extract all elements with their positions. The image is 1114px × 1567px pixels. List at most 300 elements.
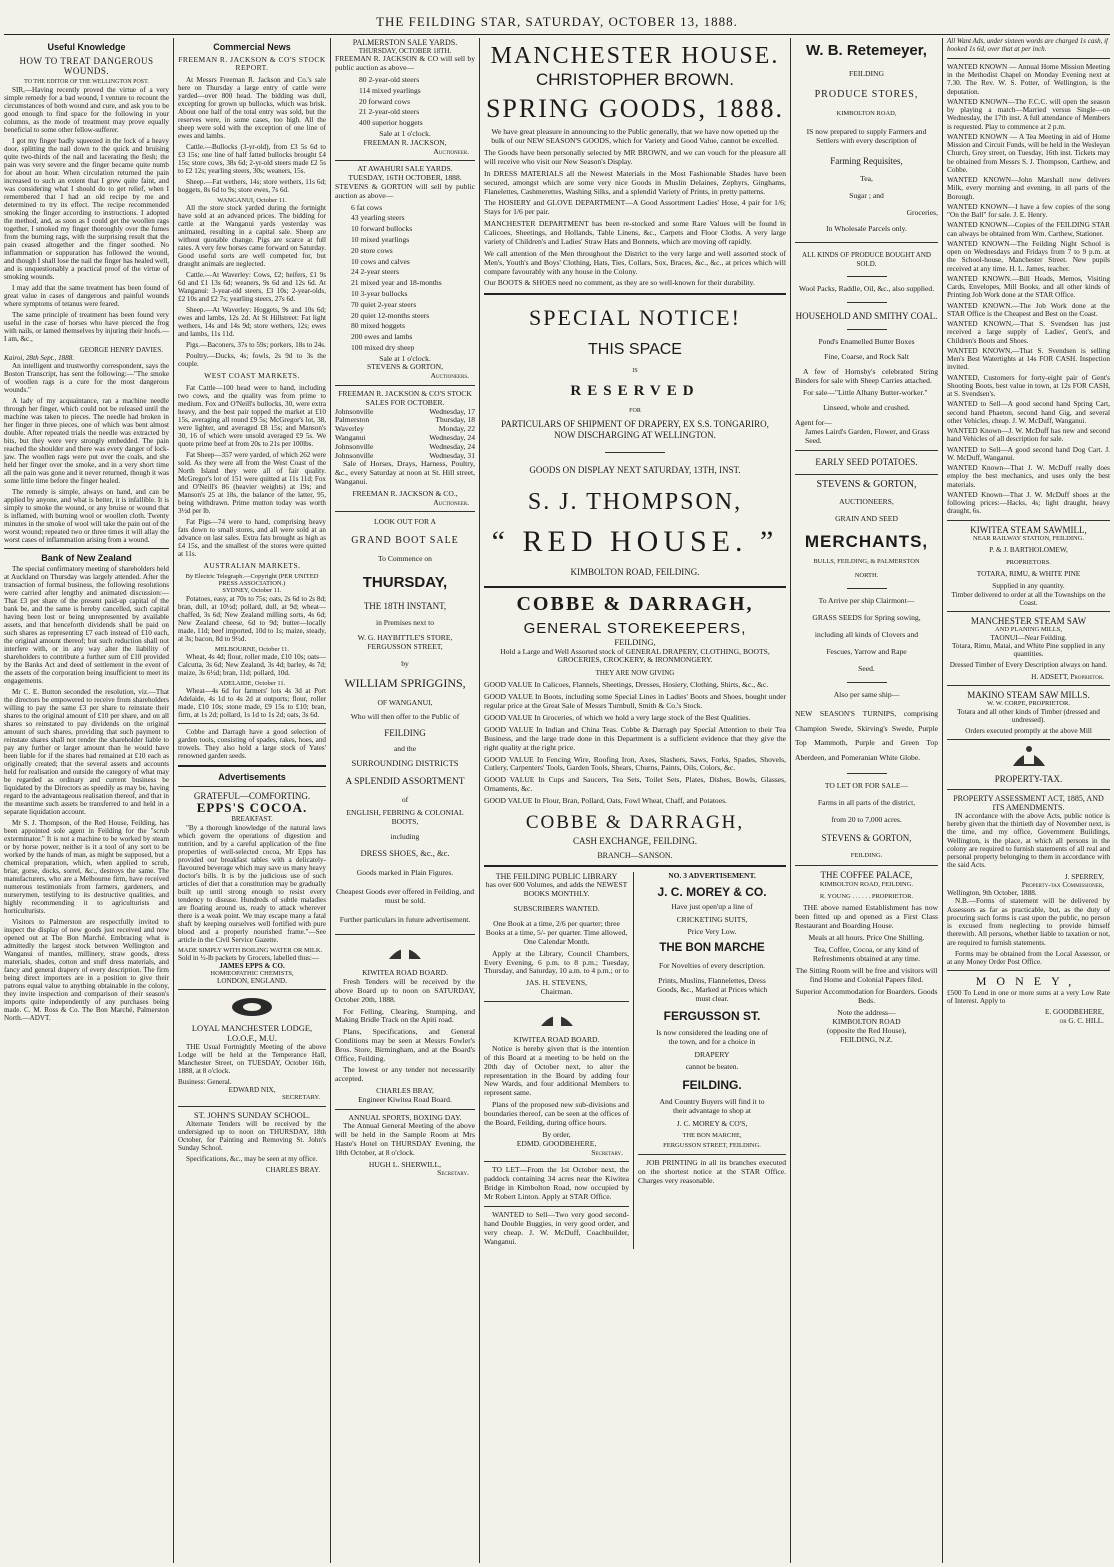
ad-signature: Secretary. — [591, 1147, 624, 1157]
classified-ad: WANTED KNOWN — A Tea Meeting in aid of Home Mission and Circuit Funds, will be held in the Wesleyan Church, Grey street, on Tuesday, 16th inst. Tickets may be obtained from Messrs S. J. Thompson, Carthew, and Cobbe. — [947, 132, 1110, 174]
ad-text: NEAR RAILWAY STATION, FEILDING. — [973, 534, 1084, 542]
ad-signature: JAS. H. STEVENS, — [526, 978, 588, 988]
divider — [335, 511, 475, 512]
ad-body: Plans, Specifications, and General Conditions may be seen at Messrs Fowler's Bros. Store, Birmingham, and at the Board's Office, Feilding. — [335, 1027, 475, 1063]
ad-text: P. & J. BARTHOLOMEW, — [989, 546, 1068, 555]
classified-ad: WANTED KNOWN,—That S. Svendsen is selling Men's Best Watertights at 14s FOR CASH. Inspection invited. — [947, 346, 1110, 372]
ad-signature: STEVENS & GORTON, — [367, 362, 443, 372]
classified-ad: WANTED, Customers for forty-eight pair of Gent's Shooting Boots, best value in town, at 12s FOR CASH, at S. Svendsen's. — [947, 373, 1110, 399]
ad-text: For Novelties of every description. — [658, 960, 766, 970]
ad-body: Meals at all hours. Price One Shilling. — [808, 933, 925, 943]
ad-signature: Wellington, 9th October, 1888. — [947, 889, 1037, 898]
ad-signature: H. ADSETT, Proprietor. — [1031, 672, 1104, 681]
divider — [484, 293, 786, 295]
ad-subtitle: THIS SPACE — [588, 341, 682, 359]
article-paragraph: Sheep.—At Waverley: Hoggets, 9s and 10s 6d; ewes and lambs, 12s 2d. At St Hillstreet: Fat light wethers, 14s and 14s 9d; store wethers, 12s; ewes and lambs, 11s 11d. — [178, 306, 326, 339]
ad-heading: GRATEFUL—COMFORTING. — [193, 791, 311, 802]
list-item: 100 mixed dry sheep — [351, 342, 415, 352]
ad-signature: FEILDING. — [850, 851, 883, 859]
article-paragraph: Fat Sheep—357 were yarded, of which 262 were sold. As they were all from the West Coast of the North Island they were all of fair quality. McGregor's lot of 151 were quitted at 11s 11d; Fox and O'Neill's 86 (heavier weights) at 19s; and Manson's 25 at 18s, the balance of the latter, 95, being withdrawn. Prime mutton today was worth 3½d per lb. — [178, 450, 326, 515]
ad-body: Sale at 1 o'clock. — [379, 128, 431, 138]
ad-firm: HOMŒOPATHIC CHEMISTS, — [210, 970, 294, 978]
ad-signature: CHARLES BRAY. — [265, 1166, 320, 1175]
article-credit: By Electric Telegraph.—Copyright (PER UNITED PRESS ASSOCIATION.) — [185, 572, 319, 588]
ad-text: AUCTIONEERS, — [839, 497, 894, 507]
ad-title: COBBE & DARRAGH, — [525, 811, 745, 833]
article-paragraph: SIR,—Having recently proved the virtue of a very simple remedy for a bad wound, I venture to recount the circumstances of both wound and cure, and ask you to be good enough to find space for the following in your columns, as the mode of treatment may prove equally beneficial to some other fellow-sufferer. — [4, 85, 169, 134]
bottom-left-ads — [484, 872, 634, 1249]
divider — [178, 1106, 326, 1107]
ad-text: Linseed, whole and crushed. — [823, 403, 910, 413]
ad-title: MANCHESTER STEAM SAW — [970, 616, 1087, 626]
classified-ad: WANTED to Sell—A good second hand Dog Cart. J. W. McDuff, Wanganui. — [947, 445, 1110, 462]
ad-text: GOODS ON DISPLAY NEXT SATURDAY, 13TH, INST. — [529, 465, 741, 476]
article-paragraph: Wheat, 4s 4d; flour, roller made, £10 10s; oats—Calcutta, 3s 6d; New Zealand, 3s 4d; barley, 4s 7d; maize, 3s 6½d; bran, 11d; pollard, 10d. — [178, 652, 326, 677]
ad-body: GOOD VALUE In Cups and Saucers, Tea Sets, Toilet Sets, Plates, Dishes, Bowls, Glasses, Ornaments, &c. — [484, 775, 786, 794]
ad-dateline: TUESDAY, 16TH OCTOBER, 1888. — [348, 173, 462, 183]
ad-text: BRANCH—SANSON. — [597, 850, 673, 860]
classified-ad: WANTED KNOWN.—The Job Work done at the STAR Office is the Cheapest and Best on the Coast. — [947, 301, 1110, 318]
ad-text: Farms in all parts of the district, — [817, 798, 916, 808]
ad-heading: THE FEILDING PUBLIC LIBRARY — [495, 872, 618, 882]
ad-text: Prints, Muslins, Flannelettes, Dress Goods, &c., Marked at Prices which must clear. — [656, 975, 768, 1003]
ad-text: Further particulars in future advertisement. — [339, 914, 471, 924]
classified-ad: WANTED Known—J. W. McDuff has new and second hand Vehicles of all description for sale. — [947, 427, 1110, 444]
ad-body: Our BOOTS & SHOES need no comment, as they are so well-known for their durability. — [484, 278, 755, 288]
ad-title: PROPERTY-TAX. — [994, 774, 1063, 785]
ad-title: SPECIAL NOTICE! — [529, 305, 741, 331]
ad-text: Supplied in any quantity. — [992, 582, 1065, 591]
ad-text: Seed. — [858, 663, 875, 673]
sale-list — [335, 76, 475, 128]
ad-text: Also per same ship— — [833, 689, 900, 699]
ad-text: W. G. HAYBITTLE'S STORE, FERGUSSON STREET, — [357, 633, 453, 652]
ad-signature: HUGH L. SHERWILL, — [368, 1159, 442, 1169]
ad-signature: Secretary. — [437, 1168, 469, 1178]
ad-text: Groceries, — [906, 207, 938, 217]
schedule-place: Waverley — [335, 424, 364, 434]
ad-signature: Chairman. — [540, 987, 573, 997]
ad-text: FOR — [629, 408, 641, 415]
divider — [178, 765, 326, 767]
article-paragraph: I got my finger badly squeezed in the lock of a heavy door, splitting the nail down to the quick and bruising quite two-thirds of the nail and lacerating the flesh; the pain was very severe and the finger became quite numb for about an hour. When circulation returned the pain increased to such an extent that I grew quite faint, and was considering what I should do to get relief, when I remembered that I had an old recipe by me and determined to try its effect. The recipe recommended smoking the finger according to instructions. I adopted the method, and, as soon as I could get the woollen rags together, I smoked my finger thoroughly over the fumes from the burning rags, with the surprising result that the pain ceased altogether and the finger soothed. No inflammation or suppuration has followed the wound, and though I shall lose the nail the finger has healed well, and is unquestionably a practical proof of the virtue of smoking wounds. — [4, 136, 169, 281]
bottom-ads — [484, 872, 786, 1249]
ad-text: Fescues, Yarrow and Rape — [826, 646, 907, 656]
article-paragraph: Poultry.—Ducks, 4s; fowls, 2s 9d to 3s the couple. — [178, 352, 326, 369]
list-item: 21 mixed year and 18-months — [351, 278, 442, 288]
ad-body: Notice is hereby given that is the intention of this Board at a meeting to be held on the 20th day of October next, to alter the representation in the Board by adding four New Wards, and four additional Members to represent same. — [484, 1043, 630, 1098]
article-paragraph: I may add that the same treatment has been found of great value in cases of dangerous and painful wounds where symptoms of tetanus were feared. — [4, 283, 169, 308]
column-3 — [331, 38, 479, 1563]
list-item: 43 yearling steers — [351, 213, 405, 223]
ad-text: and the — [393, 743, 417, 753]
ad-text: FEILDING — [848, 68, 884, 78]
ad-text: CASH EXCHANGE, FEILDING. — [573, 836, 697, 847]
ad-body: GOOD VALUE In Boots, including some Special Lines in Ladies' Boots and Shoes, bought under regular price at the Great Sale of Messrs Turnbull, Smith & Co.'s Stock. — [484, 692, 786, 711]
ad-signature: Auctioneer. — [433, 146, 469, 156]
ad-text: SUBSCRIBERS WANTED. — [513, 904, 600, 914]
ad-text: FEILDING — [384, 728, 426, 739]
ad-body: GOOD VALUE In Indian and China Teas. Cobbe & Darragh pay Special Attention to their Tea Business, and the large trade done in this Department is a sufficient evidence that they give the right quality at the right price. — [484, 724, 786, 752]
ad-text: Who will then offer to the Public of — [350, 712, 460, 722]
divider — [638, 1154, 786, 1155]
ad-title: WILLIAM SPRIGGINS, — [344, 675, 466, 690]
ad-body: GOOD VALUE In Fencing Wire, Roofing Iron, Axes, Slashers, Saws, Forks, Spades, Shovels, Cutlery, Carpenters' Tools, Garden Tools, Shears, Churns, Paints, Oils, Colors, &c. — [484, 754, 786, 773]
ad-signature: STEVENS & GORTON, — [821, 833, 912, 843]
divider — [847, 588, 887, 589]
divider — [847, 302, 887, 303]
ad-text: DRESS SHOES, &c., &c. — [360, 848, 450, 859]
list-item: 400 superior hoggets — [359, 118, 423, 128]
ad-signature: E. GOODBEHERE, — [1044, 1008, 1104, 1017]
divider — [795, 450, 938, 451]
schedule-day: Wednesday, 24 — [429, 441, 475, 451]
ad-heading: FREEMAN R. JACKSON & CO'S STOCK SALES FOR OCTOBER. — [338, 389, 472, 407]
divider — [795, 474, 938, 475]
list-item: 21 2-year-old steers — [359, 107, 420, 117]
ad-body: Specifications, &c., may be seen at my office. — [186, 1155, 318, 1164]
ad-title: “ RED HOUSE. ” — [491, 525, 779, 559]
article-paragraph: Wheat—4s 6d for farmers' lots 4s 3d at Port Adelaide, 4s 1d to 4s 2d at outports; flour, roller made, £10 10s; stone made, £9 15s to £10; bran, firm, at 1s 2d; pollard, 1s 1d to 1s 2d; oats, 3s 6d. — [178, 687, 326, 720]
article-paragraph: Visitors to Palmerston are respectfully invited to inspect the display of new goods just received and now opened out at The Bon Marché. Embracing what is admittedly the largest stock between Wellington and Wanganui of mantles, millinery, straw goods, dress materials, shades, cotton and stuff dress materials, and fancy and general drapery of every description. The firm being direct importers are in a position to give their patrons equal value to anything obtainable in the colony, they invite inspection and comparison of their season's imports quite independently of any purchases being made. C. M. Ross & Co. The Bon Marché, Palmerston North.—ADVT. — [4, 918, 169, 1023]
classified-ad: WANTED to Sell—A good second hand Spring Cart, second hand Phaeton, second hand Gig, and several other Vehicles, cheap. J. W. McDuff, Wanganui. — [947, 400, 1110, 425]
ad-subtitle: CHRISTOPHER BROWN. — [535, 70, 735, 90]
ad-text: FEILDING, — [614, 636, 656, 647]
divider — [947, 685, 1110, 686]
ad-text: FEILDING, N.Z. — [840, 1034, 893, 1044]
ad-body: TO LET—From the 1st October next, the paddock containing 34 acres near the Kiwitea Bridge in Kimbolton Road, now occupied by Mr Robert Linton. Apply at STAR Office. — [484, 1165, 630, 1202]
ad-body: Timber delivered to order at all the Townships on the Coast. — [951, 590, 1106, 607]
ad-body: £500 To Lend in one or more sums at a very Low Rate of Interest. Apply to — [947, 988, 1110, 1006]
divider — [335, 160, 475, 161]
ad-body: A few of Hornsby's celebrated String Binders for sale with Sheep Carries attached. — [795, 367, 938, 386]
ad-text: ENGLISH, FEBRING & COLONIAL BOOTS, — [346, 808, 464, 826]
classified-ad: WANTED KNOWN—Copies of the FEILDING STAR can always be obtained from Wm. Carthew, Stationer. — [947, 221, 1110, 238]
ad-title: MAKINO STEAM SAW MILLS. — [967, 689, 1090, 700]
classified-ad: WANTED KNOWN,—That S. Svendsen has just received a large supply of Ladies', Gent's, and Children's Boots and Shoes. — [947, 320, 1110, 345]
ad-dateline: THURSDAY, OCTOBER 18TH. — [358, 47, 452, 56]
ad-body: "By a thorough knowledge of the natural laws which govern the operations of digestion and nutrition, and by a careful application of the fine properties of well-selected cocoa, Mr Epps has provided our breakfast tables with a delicately-flavoured beverage which may save us many heavy doctor's bills. It is by the judicious use of such articles of diet that a constitution may be gradually built up until strong enough to resist every tendency to disease. Hundreds of subtle maladies are floating around us, ready to attack wherever there is a weak point. We may escape many a fatal shaft by keeping ourselves well fortified with pure blood and a properly nourished frame."—See article in the Civil Service Gazette. — [178, 823, 326, 944]
ad-text: DRAPERY — [694, 1050, 730, 1060]
divider — [335, 1109, 475, 1110]
ad-body: Totara, Rimu, Matai, and White Pine supplied in any quantities. — [952, 641, 1105, 659]
ad-text: And Country Buyers will find it to their advantage to shop at — [659, 1096, 765, 1115]
ad-subtitle: GENERAL STOREKEEPERS, — [523, 620, 747, 638]
list-item: 24 2-year steers — [351, 267, 400, 277]
ad-text: PARTICULARS OF SHIPMENT OF DRAPERY, EX S.S. TONGARIRO, NOW DISCHARGING AT WELLINGTON. — [501, 419, 769, 440]
divider — [484, 1001, 629, 1002]
article-paragraph: Fat Cattle—100 head were to hand, including two cows, and the quality was from prime to medium. Fox and O'Neill's bullocks, 30, were extra heavy, and the best pair topped the market at £10 15s, averaging all round £9 5s; McGregor's lot, 38, were lighter, and averaged £8 15s; and Manson's 30, 16 of which were unsold averaged £9 5s. We quote prime beef at from 20s to 21s per 100lbs. — [178, 383, 326, 448]
masthead-rule — [4, 34, 1110, 35]
section-heading: Advertisements — [218, 772, 286, 783]
ad-body: NEW SEASON'S TURNIPS, comprising Champion Swede, Skirving's Swede, Purple Top Mammoth, Purple and Green Top Aberdeen, and Pomeranian White Globe. — [795, 709, 938, 762]
ad-text: including all kinds of Clovers and — [814, 629, 919, 639]
ad-body: Business: General. — [178, 1078, 232, 1087]
article-paragraph: Cattle.—Bullocks (3-yr-old), from £3 5s 6d to £3 15s; one line of half fatted bullocks brought £4 15s; store cows, 38s 6d; 2-yr-old steers made £2 5s to £2 12s; yearling steers, 30s; weaners, 15s. — [178, 142, 326, 175]
ad-signature: J. SPERREY, — [1064, 872, 1104, 881]
ad-text: in Premises next to — [375, 618, 434, 628]
ad-body: One Book at a time, 2/6 per quarter; three Books at a time, 5/- per quarter. Time allowed, One Calendar Month. — [485, 919, 628, 946]
divider — [178, 786, 326, 787]
ad-title: EPPS'S COCOA. — [196, 800, 308, 816]
ad-text: Agent for— — [795, 418, 832, 428]
ad-signature: FREEMAN R. JACKSON, — [363, 137, 447, 147]
ad-body: FREEMAN R. JACKSON & CO will sell by public auction as above— — [335, 54, 475, 73]
ad-text: THE 18TH INSTANT, — [363, 601, 447, 612]
ad-text: R. YOUNG . . . . . . PROPRIETOR. — [819, 892, 914, 900]
ad-text: Sugar ; and — [849, 190, 884, 200]
schedule-day: Wednesday, 31 — [429, 450, 475, 460]
ad-body: We have great pleasure in announcing to the Public generally, that we have now opened up the bulk of our NEW SEASON'S GOODS, which for Variety and Good Value, cannot be excelled. — [491, 127, 779, 146]
ad-heading: KIWITEA ROAD BOARD. — [362, 968, 448, 978]
divider — [178, 989, 326, 990]
classified-ad: WANTED KNOWN.—Bill Heads, Memos, Visiting Cards, Envelopes, Mill Books, and all other kinds of Printing Job Work done at the STAR Office. — [947, 274, 1110, 300]
ad-title: SPRING GOODS, 1888. — [485, 93, 785, 123]
section-heading: Bank of New Zealand — [41, 552, 132, 563]
ad-body: JOB PRINTING in all its branches executed on the shortest notice at the STAR Office. Charges very reasonable. — [638, 1157, 786, 1185]
ad-signature: Auctioneer. — [433, 497, 469, 507]
ad-title: FEILDING. — [682, 1077, 742, 1092]
ad-text: BULLS, FEILDING, & PALMERSTON — [813, 558, 920, 566]
ad-text: CRICKETING SUITS, — [676, 914, 748, 924]
classified-ad: WANTED KNOWN—John Marshall now delivers Milk, every morning and evening, in all parts of the Borough. — [947, 176, 1110, 201]
ad-body: IN accordance with the above Acts, public notice is hereby given that the thirtieth day of November next, is the time, and my office, Government Buildings, Wellington, is the place, at which all persons in the colony are required to furnish statements of all real and personal property belonging to them in accordance with the said Acts. — [947, 811, 1110, 870]
list-item: 70 quiet 2-year steers — [351, 299, 417, 309]
list-item: 80 mixed hoggets — [351, 321, 405, 331]
article-paragraph: A lady of my acquaintance, ran a machine needle through her finger, which could not be released until the machine was taken to pieces. The needle had broken in her finger in three pieces, one of which was bent almost double. After repeated trials the needle was extracted by bits, but they were very strongly embedded. The pain reached the shoulder and there was every danger of lock-jaw. The woollen rags were put over the coals, and she held her finger over the smoke, and in a very short time all the pain was gone and it never returned, though it was some little time before the finger healed. — [4, 396, 169, 485]
list-item: 20 store cows — [351, 245, 393, 255]
schedule-day: Wednesday, 24 — [429, 433, 475, 443]
ad-text: To Commence on — [378, 553, 432, 563]
article-paragraph: Mr C. E. Button seconded the resolution, viz.—That the directors be empowered to receive from shareholders willing to pay the same £3 per share to reinstate their shares to the original amount of £10 per share, and on all shares so reinstated to pay dividends on the original amount of such shares, providing that such payment to reinstate shares shall not render the shareholder liable to pay any further or larger amount than he would have been liable for if the shares had remained at £10 each as originally created; that the several assets and accounts held for realisation and outside the category of what may be regarded as ordinary and current business be liquidated by the Directors as speedily as may be, having regard to the advantageous realisation thereof, and that in the meantime such assets be transferred to and held in a separate liquidation account. — [4, 688, 169, 817]
schedule-day: Monday, 22 — [438, 424, 475, 434]
schedule-place: Johnsonville — [335, 450, 374, 460]
ad-body: GOOD VALUE In Groceries, of which we hold a very large stock of the Best Qualities. — [484, 713, 751, 723]
classified-ad: WANTED KNOWN — Annual Home Mission Meeting in the Methodist Chapel on Monday Evening next at 7.30. The Rev. W. S. Potter, of Wellington, is the deputation. — [947, 62, 1110, 96]
ad-body: MADE SIMPLY WITH BOILING WATER OR MILK. — [178, 946, 323, 954]
ad-body: Sale at 1 o'clock. — [379, 353, 431, 363]
ad-text: THE BON MARCHE, — [682, 1131, 742, 1139]
ad-body: Sale of Horses, Drays, Harness, Poultry, &c., every Saturday at noon at St. Hill street, Wanganui. — [335, 459, 475, 487]
divider — [847, 773, 887, 774]
divider — [484, 1161, 629, 1162]
divider — [335, 385, 475, 386]
ad-body: The Goods have been personally selected by MR BROWN, and we can vouch for the pleasure all will receive who visit our New Season's Display. — [484, 148, 786, 166]
ad-text: including — [390, 831, 420, 841]
ad-tag: NO. 3 ADVERTISEMENT. — [668, 871, 756, 881]
article-dateline: WANGANUI, October 11. — [217, 196, 287, 204]
article-dateline: ADELAIDE, October 11. — [218, 679, 286, 687]
schedule-place: Wanganui — [335, 433, 366, 443]
ad-text: Cheapest Goods ever offered in Feilding, and must be sold. — [336, 887, 474, 905]
ad-text: KIMBOLTON ROAD, FEILDING. — [570, 567, 700, 578]
article-dateline: Kairoi, 28th Sept., 1888. — [4, 353, 75, 362]
ad-text: J. C. MOREY & CO'S, — [676, 1118, 748, 1128]
ad-body: N.B.—Forms of statement will be delivered by Assessors as far as practicable, but, as the duty of procuring such forms is cast upon the public, no person is excused from neglecting to provide himself therewith. All persons, whether liable to taxation or not, are required to furnish statements. — [947, 897, 1110, 947]
sale-schedule — [335, 408, 475, 461]
classified-ad: WANTED Known—That J. W. McDuff shoes at the following prices:—Hacks, 4s; light draught, heavy draught, 6s. — [947, 490, 1110, 516]
ad-text: NORTH. — [854, 572, 879, 580]
ad-text: James Laird's Garden, Flower, and Grass Seed. — [805, 427, 930, 446]
ad-heading: ST. JOHN'S SUNDAY SCHOOL. — [193, 1109, 311, 1120]
ad-body: THE above named Establishment has now been fitted up and opened as a First Class Restaurant and Boarding House. — [795, 903, 938, 931]
ad-title: EARLY SEED POTATOES. — [815, 457, 918, 468]
divider — [847, 276, 887, 277]
ad-text: by — [401, 658, 409, 668]
ad-text: from 20 to 7,000 acres. — [831, 815, 902, 825]
classified-ad: WANTED KNOWN—I have a few copies of the song "On the Ball" for sale. J. E. Henry. — [947, 202, 1110, 220]
ad-body: THE Usual Fortnightly Meeting of the above Lodge will be held at the Temperance Hall, Manchester Street, on TUESDAY, October 16th, 1888, at 8 o'clock. — [178, 1043, 326, 1076]
ad-body: Superior Accommodation for Boarders. Goods Beds. — [795, 986, 938, 1005]
ad-text: IS now prepared to supply Farmers and Settlers with every description of — [806, 127, 927, 146]
ad-signature: Engineer Kiwitea Road Board. — [358, 1094, 452, 1104]
ad-text: Have just open'up a line of — [671, 901, 753, 911]
ad-text: W. W. CORPE, PROPRIETOR. — [987, 700, 1070, 708]
article-dateline: MELBOURNE, October 11. — [214, 645, 290, 653]
ad-signature: Property-tax Commissioner, — [1021, 880, 1104, 889]
article-paragraph: Pigs.—Baconers, 37s to 59s; porkers, 18s to 24s. — [186, 341, 326, 350]
ad-text: In Wholesale Parcels only. — [826, 224, 907, 234]
ad-signature: Auctioneers. — [430, 371, 469, 381]
article-title: HOW TO TREAT DANGEROUS WOUNDS. — [19, 56, 154, 77]
ad-text: Farming Requisites, — [830, 156, 903, 166]
ad-text: KIMBOLTON ROAD — [832, 1016, 901, 1026]
notice-rates: All Want Ads, under sixteen words are charged 1s cash, if booked 1s 6d, over that at per inch. — [947, 38, 1108, 53]
bottom-right-ads — [634, 872, 786, 1249]
divider — [947, 520, 1110, 521]
ad-title: STEVENS & GORTON, — [816, 478, 917, 490]
ad-title: COBBE & DARRAGH, — [516, 592, 754, 615]
ad-title: MONEY, — [975, 974, 1082, 989]
ad-title: THE BON MARCHE — [659, 942, 765, 955]
ad-firm: LONDON, ENGLAND. — [216, 977, 287, 986]
article-paragraph: Fat Pigs—74 were to hand, comprising heavy fats down to small stores, and all were sold at an advance on last sales. Extra fats brought as high as £4 15s, and the smallest of the stores were quitted at 11s. — [178, 517, 326, 558]
list-item: 10 3-year bullocks — [351, 288, 408, 298]
ad-body: Alternate Tenders will be received by the undersigned up to noon on THURSDAY, 18th October, for Painting and Removing St. John's Sunday School. — [178, 1120, 326, 1153]
ad-body: STEVENS & GORTON will sell by public auction as above— — [335, 181, 475, 200]
divider — [4, 548, 169, 549]
coat-of-arms-icon — [535, 1006, 579, 1032]
ad-body: Sold in ½-lb packets by Grocers, labelled thus:— — [178, 954, 319, 963]
article-dateline: SYDNEY, October 11. — [222, 587, 282, 595]
ad-text: GRAIN AND SEED — [835, 514, 898, 524]
classified-ad: WANTED KNOWN—The F.C.C. will open the season by playing a match—Married versus Single—on Wednesday, the 17th inst. A full attendance of Members is requested. Play to commence at 2 p.m. — [947, 97, 1110, 131]
column-2 — [174, 38, 330, 1563]
ad-text: Is now considered the leading one of the town, and for a choice in — [656, 1028, 768, 1047]
ad-heading: PALMERSTON SALE YARDS. — [352, 38, 458, 47]
ad-body: Hold a Large and Well Assorted stock of GENERAL DRAPERY, CLOTHING, BOOTS, GROCERIES, CROCKERY, & IRONMONGERY. — [500, 646, 770, 665]
ad-body: Orders executed promptly at the above Mill — [965, 727, 1092, 736]
ad-text: of — [401, 795, 409, 805]
ad-text: TO LET OR FOR SALE— — [824, 781, 909, 791]
ad-signature: EDWARD NIX, — [228, 1086, 276, 1095]
ad-heading: ANNUAL SPORTS, BOXING DAY. — [348, 1112, 462, 1122]
ad-body: Plans of the proposed new sub-divisions and boundaries thereof, can be seen at the offices of the Board, Feilding, during office hours. — [484, 1100, 630, 1127]
ad-body: For Felling, Clearing, Stumping, and Making Bridle Track on the Apiti road. — [335, 1006, 475, 1025]
section-heading: Commercial News — [213, 42, 291, 52]
ad-body: We call attention of the Men throughout the District to the very large and well assorted stock of Men's, Youth's and Boys' Clothing, Hats, Ties, Collars, Sox, Braces, &c., &c., at prices which will compare favourably with any house in the Colony. — [484, 248, 786, 276]
ad-text: AND PLANING MILLS, — [995, 626, 1062, 634]
ad-text: KIMBOLTON ROAD, FEILDING. — [819, 880, 914, 888]
ad-text: HOUSEHOLD AND SMITHY COAL. — [795, 310, 938, 321]
ad-title: MERCHANTS, — [804, 532, 929, 552]
divider — [795, 865, 938, 866]
article-title: FREEMAN R. JACKSON & CO'S STOCK REPORT. — [178, 55, 326, 73]
schedule-place: Johnsonville — [335, 441, 374, 451]
coat-of-arms-icon — [383, 939, 427, 965]
list-item: 80 2-year-old steers — [359, 74, 420, 84]
column-1 — [0, 38, 173, 1563]
ad-text: OF WANGANUI, — [377, 697, 433, 707]
list-item: 6 fat cows — [351, 202, 383, 212]
ad-body: MANCHESTER DEPARTMENT has been re-stocked and some Rare Values will be found in Calicoes, Sheetings, and Hollands, Table Linens, &c., Carpets and Floor Cloths. A very large variety of Children's and Ladies' Straw Hats and Bonnets, which are moving off rapidly. — [484, 219, 786, 246]
divider — [847, 682, 887, 683]
ad-text: Tea, — [860, 173, 873, 183]
ad-text: Price Very Low. — [687, 926, 737, 936]
ad-body: Fresh Tenders will be received by the above Board up to noon on SATURDAY, October 20th, 1888. — [335, 977, 475, 1004]
ad-body: GOOD VALUE In Flour, Bran, Pollard, Oats, Fowl Wheat, Chaff, and Potatoes. — [484, 796, 727, 806]
article-paragraph: Sheep.—Fat wethers, 14s; store wethers, 11s 6d; hoggets, 8s 6d to 9s; store ewes, 7s 6d. — [178, 177, 326, 194]
list-item: 200 ewes and lambs — [351, 332, 413, 342]
schedule-day: Wednesday, 17 — [429, 406, 475, 416]
ad-text: ALL KINDS OF PRODUCE BOUGHT AND SOLD. — [802, 251, 931, 268]
classified-ad: WANTED Known—That J. W. McDuff really does employ the best mechanics, and uses only the best materials. — [947, 464, 1110, 489]
article-title: AUSTRALIAN MARKETS. — [203, 560, 301, 570]
ad-text: Goods marked in Plain Figures. — [356, 868, 454, 878]
divider — [947, 970, 1110, 971]
ad-text: TAONUI—Near Feilding. — [990, 633, 1067, 642]
ad-signature: or G. C. HILL. — [1059, 1016, 1104, 1025]
royal-coat-of-arms-icon — [1007, 744, 1051, 770]
article-paragraph: Mr S. J. Thompson, of the Red House, Feilding, has been appointed sole agent in Feilding for the "scrub exterminator." It is not a machine to be worked by steam or by horse power, neither is it a tool of any sort to be worked by the hands of man, as might be supposed, but a chemical preparation, which, when applied to scrub, briar, gorse, docks, sorrel, &c., destroys the same. The manufacturers, who are a Melbourne firm, have received numerous testimonials from farmers, gardeners, and nurserymen, testifying to its destructive qualities, and highly recommending it to agriculturists and horticulturists. — [4, 819, 169, 916]
ad-signature: FREEMAN R. JACKSON & CO., — [352, 488, 458, 498]
divider — [484, 586, 786, 588]
ad-text: By order, — [542, 1129, 571, 1139]
list-item: 114 mixed yearlings — [359, 85, 421, 95]
ad-heading: AT AWAHURI SALE YARDS. — [357, 164, 453, 174]
ad-title: GRAND BOOT SALE — [351, 535, 459, 547]
ad-text: IS — [632, 367, 638, 374]
divider — [947, 611, 1110, 612]
ad-text: THEY ARE NOW GIVING — [595, 669, 675, 678]
column-5 — [791, 38, 942, 1563]
list-item: 20 forward cows — [359, 96, 411, 106]
ad-heading: KIWITEA ROAD BOARD. — [513, 1035, 600, 1045]
article-paragraph: At Messrs Freeman R. Jackson and Co.'s sale here on Thursday a large entry of cattle were yarded—over 800 head. The bidding was dull, excepting for grown up bullocks, which was brisk. About one half of the total entry was sold, but the reserves were, in some cases, too high. All the sheep were sold with the exception of one line of ewes and lambs. — [178, 75, 326, 140]
article-paragraph: An intelligent and trustworthy correspondent, says the Boston Transcript, has sent the following:—"The smoke of woollen rags is a cure for the most dangerous wounds." — [4, 361, 169, 394]
classified-ad: WANTED KNOWN—The Feilding Night School is open on Wednesdays and Fridays from 7 to 9 p.m. at the School-house, Manchester Street. New pupils received at any time. H. L. James, teacher. — [947, 239, 1110, 273]
ad-body: Dressed Timber of Every Description always on hand. — [949, 661, 1108, 670]
ad-body: For sale—"Little Albany Butter-worker." — [803, 388, 928, 398]
article-title: WEST COAST MARKETS. — [204, 371, 300, 381]
list-item: 10 cows and calves — [351, 256, 410, 266]
ad-title: S. J. THOMPSON, — [527, 488, 743, 515]
handshake-emblem-icon — [230, 994, 274, 1020]
schedule-place: Johnsonville — [335, 406, 374, 416]
article-paragraph: All the store stock yarded during the fortnight have sold at an advanced prices. The bidding for cattle at the Wanganui yards yesterday was animated, resulting in a capital sale. Sheep are without quotable change. Pigs are scarce at full rates. A very few horses came forward on Saturday. Good useful sorts are well competed for, but draught animals are neglected. — [178, 204, 326, 269]
article-dateline: TO THE EDITOR OF THE WELLINGTON POST. — [24, 79, 149, 86]
ad-body: The lowest or any tender not necessarily accepted. — [335, 1065, 475, 1084]
ad-title: KIWITEA STEAM SAWMILL, — [970, 524, 1087, 535]
ad-text: LOOK OUT FOR A — [373, 517, 437, 527]
ad-title: W. B. Retemeyer, — [806, 42, 927, 59]
article-paragraph: The special confirmatory meeting of shareholders held at Auckland on Thursday was largely attended. After the transaction of formal business, the following resolutions were carried after lengthy and animated discussion:—That £3 per share of the present paid-up capital of the bank be, and the same is hereby cancelled, such capital having been lost or being unrepresented by available assets, and that henceforth dividends shall be paid on such shares as representing £7 each instead of £10 each, the original amount thereof; but such reduction shall not interfere with, or in any way alter the liability of shareholders to contribute a further sum of £10 provided by the Banks Act and deed of settlement in the event of the assets of the corporation being insufficient to meet its engagements. — [4, 565, 169, 686]
article-paragraph: Cattle.—At Waverley: Cows, £2; heifers, £1 9s 6d and £1 13s 6d; weaners, 9s 6d and 12s 6d. At Wanganui: 3-year-old steers, £3 10s; 2-year-olds, £2 10s and £2 7s; yearling steers, 27s 6d. — [178, 271, 326, 304]
ad-signature: EDMD. GOODBEHERE, — [516, 1138, 597, 1148]
ad-title: J. C. MOREY & CO. — [657, 884, 767, 899]
ad-text: (opposite the Red House), — [826, 1025, 907, 1035]
ad-body: The HOSIERY and GLOVE DEPARTMENT—A Good Assortment Ladies' Hose, 4 pair for 1/6; Stays for 1/6 per pair. — [484, 198, 786, 217]
